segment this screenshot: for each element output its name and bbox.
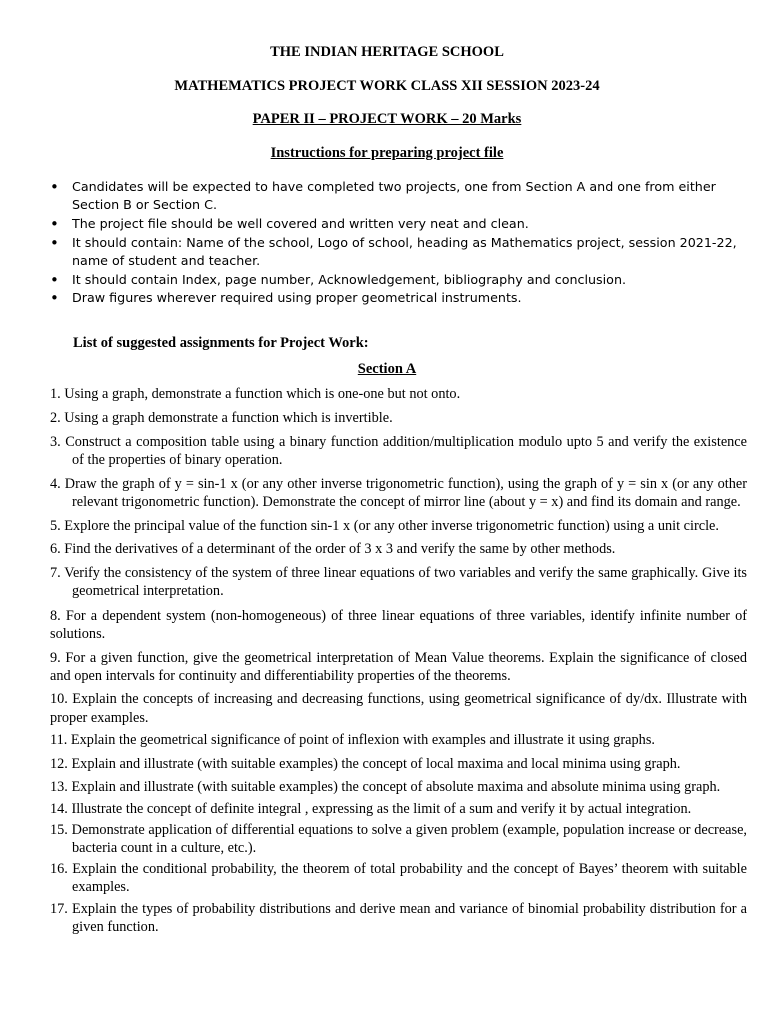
assignment-number: 16. [50,861,73,878]
assignment-item [50,475,747,511]
assignment-text: Construct a composition table using a binary function addition/multiplication modulo upto 5 and verify the existence of the properties of binary operation. [65,433,747,468]
assignment-text: Using a graph, demonstrate a function which is one-one but not onto. [64,386,461,402]
instruction-item: • It should contain Index, page number, Acknowledgement, bibliography and conclusion. [50,271,750,289]
assignment-item [50,800,747,818]
paper-title: PAPER II – PROJECT WORK – 20 Marks [252,111,522,127]
assignment-text: Verify the consistency of the system of three linear equations of two variables and verify the same graphically. Give its geometrical interpretation. [64,565,747,600]
assignment-number: 13. [50,779,72,796]
assignment-text: Explain the concepts of increasing and decreasing functions, using geometrical significance of dy/dx. Illustrate with proper examples. [50,691,747,726]
assignment-number: 8. [50,607,66,624]
assignment-text: Illustrate the concept of definite integral , expressing as the limit of a sum and verify it by actual integration. [71,800,692,817]
assignment-number: 15. [50,821,72,838]
assignment-item [50,755,747,773]
assignments-list-heading: List of suggested assignments for Project Work: [73,335,369,351]
assignment-text: Explain the types of probability distributions and derive mean and variance of binomial probability distribution for a given function. [72,900,747,935]
assignment-text: Using a graph demonstrate a function which is invertible. [64,409,393,426]
instruction-item: • Draw figures wherever required using proper geometrical instruments. [50,289,750,307]
assignment-item [50,860,747,896]
assignment-text: Draw the graph of y = sin-1 x (or any other inverse trigonometric function), using the graph of y = sin x (or any other relevant trigonometric function). Demonstrate the concept of mirror line (about y = x) and find its domain and range. [64,475,747,510]
instruction-item: • Candidates will be expected to have completed two projects, one from Section A and one from either Section B or Section C. [50,178,750,215]
assignment-item [50,821,747,857]
instruction-item: • The project file should be well covered and written very neat and clean. [50,215,750,233]
assignment-text: Demonstrate application of differential equations to solve a given problem (example, population increase or decrease, bacteria count in a culture, etc.). [71,821,747,857]
assignment-item [50,564,747,600]
assignment-item [50,409,747,427]
assignment-number: 11. [50,731,71,748]
assignment-text: Explain and illustrate (with suitable examples) the concept of absolute maxima and absolute minima using graph. [71,779,721,796]
assignment-item [50,517,747,535]
assignment-number: 12. [50,755,72,772]
assignment-number: 6. [50,541,65,558]
school-name: THE INDIAN HERITAGE SCHOOL [270,44,504,60]
assignment-number: 9. [50,650,66,666]
assignment-item [50,649,747,685]
instructions-heading: Instructions for preparing project file [270,145,504,161]
assignment-text: For a dependent system (non-homogeneous) of three linear equations of three variables, identify infinite number of solutions. [50,607,748,642]
instructions-list [50,178,750,308]
assignment-text: For a given function, give the geometrical interpretation of Mean Value theorems. Explain the significance of closed and open intervals for continuity and differentiability properties of the theorems. [50,650,748,685]
project-title: MATHEMATICS PROJECT WORK CLASS XII SESSION 2023-24 [174,78,600,94]
assignment-number: 4. [50,475,65,492]
assignment-item [50,731,747,749]
assignment-number: 5. [50,517,65,534]
assignment-number: 1. [50,386,65,402]
assignment-text: Explain the conditional probability, the theorem of total probability and the concept of Bayes’ theorem with suitable examples. [72,861,747,896]
assignment-item [50,778,747,796]
assignment-text: Explain the geometrical significance of point of inflexion with examples and illustrate it using graphs. [70,731,655,748]
assignment-item [50,540,747,558]
instruction-item: • It should contain: Name of the school, Logo of school, heading as Mathematics project, session 2021-22, name of student and teacher. [50,234,750,271]
assignment-item [50,690,747,726]
assignment-item [50,607,747,643]
assignments-list [50,385,747,936]
assignment-number: 10. [50,691,73,708]
assignment-number: 17. [50,900,72,917]
section-a-title: Section A [357,361,417,377]
assignment-number: 2. [50,409,65,426]
assignment-text: Find the derivatives of a determinant of the order of 3 x 3 and verify the same by other methods. [64,541,616,558]
assignment-item [50,433,747,469]
assignment-item [50,385,747,403]
assignment-item [50,900,747,936]
assignment-number: 14. [50,800,72,817]
assignment-number: 7. [50,565,65,582]
assignment-number: 3. [50,433,66,450]
assignment-text: Explain and illustrate (with suitable examples) the concept of local maxima and local minima using graph. [71,755,681,772]
assignment-text: Explore the principal value of the function sin-1 x (or any other inverse trigonometric function) using a unit circle. [64,517,719,534]
